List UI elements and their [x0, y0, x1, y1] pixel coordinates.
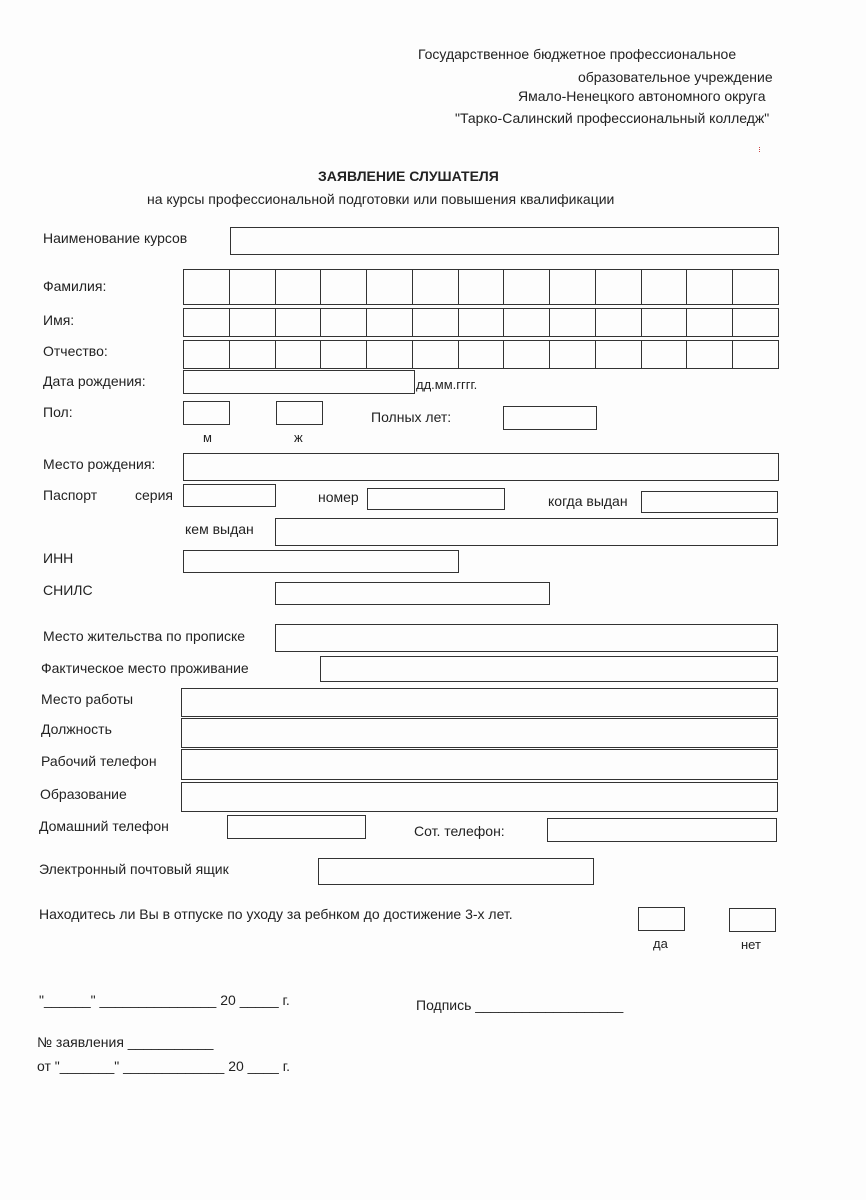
parental-leave-yes-label: да	[653, 936, 668, 951]
name-cells[interactable]	[183, 308, 779, 337]
patronymic-label: Отчество:	[43, 343, 108, 359]
parental-leave-no-checkbox[interactable]	[729, 908, 776, 932]
birth-date-field[interactable]	[183, 370, 415, 394]
sex-f-checkbox[interactable]	[276, 401, 323, 425]
org-line-2: образовательное учреждение	[578, 69, 773, 85]
work-phone-label: Рабочий телефон	[41, 753, 157, 769]
parental-leave-no-label: нет	[741, 937, 761, 952]
snils-field[interactable]	[275, 582, 550, 605]
mobile-phone-label: Сот. телефон:	[414, 823, 505, 839]
org-line-4: "Тарко-Салинский профессиональный колледж"	[455, 110, 770, 126]
surname-label: Фамилия:	[43, 278, 107, 294]
education-field[interactable]	[181, 782, 778, 812]
org-line-1: Государственное бюджетное профессиональное	[418, 46, 737, 62]
passport-issued-by-label: кем выдан	[185, 521, 254, 537]
passport-series-field[interactable]	[183, 484, 276, 507]
inn-field[interactable]	[183, 550, 459, 573]
sex-m-checkbox[interactable]	[183, 401, 230, 425]
signing-date-line[interactable]: "______" _______________ 20 _____ г.	[39, 992, 290, 1008]
email-field[interactable]	[318, 858, 594, 885]
registration-address-field[interactable]	[275, 624, 778, 652]
birth-date-hint: дд.мм.гггг.	[416, 377, 478, 392]
position-label: Должность	[41, 721, 112, 737]
passport-issued-when-label: когда выдан	[548, 493, 628, 509]
passport-series-label: серия	[135, 487, 173, 503]
education-label: Образование	[40, 786, 127, 802]
birth-date-label: Дата рождения:	[43, 373, 146, 389]
course-name-field[interactable]	[230, 227, 779, 255]
mobile-phone-field[interactable]	[547, 818, 777, 842]
application-date-line[interactable]: от "_______" _____________ 20 ____ г.	[37, 1058, 291, 1074]
document-subtitle: на курсы профессиональной подготовки или повышения квалификации	[147, 191, 615, 207]
full-years-label: Полных лет:	[371, 409, 452, 425]
full-years-field[interactable]	[503, 406, 597, 430]
sex-m-label: м	[203, 430, 212, 445]
parental-leave-question: Находитесь ли Вы в отпуске по уходу за ребнком до достижение 3-х лет.	[39, 906, 513, 922]
work-phone-field[interactable]	[181, 749, 778, 780]
red-mark-icon	[759, 147, 763, 152]
home-phone-label: Домашний телефон	[39, 818, 169, 834]
birth-place-label: Место рождения:	[43, 456, 156, 472]
patronymic-cells[interactable]	[183, 340, 779, 369]
document-title: ЗАЯВЛЕНИЕ СЛУШАТЕЛЯ	[318, 168, 499, 184]
org-line-3: Ямало-Ненецкого автономного округа	[518, 88, 766, 104]
passport-number-field[interactable]	[367, 488, 505, 510]
sex-f-label: ж	[294, 430, 303, 445]
passport-number-label: номер	[318, 489, 359, 505]
email-label: Электронный почтовый ящик	[39, 861, 229, 877]
home-phone-field[interactable]	[227, 815, 366, 839]
name-label: Имя:	[43, 312, 75, 328]
passport-label: Паспорт	[43, 487, 98, 503]
snils-label: СНИЛС	[43, 582, 93, 598]
passport-issued-when-field[interactable]	[641, 491, 778, 513]
position-field[interactable]	[181, 718, 778, 748]
registration-address-label: Место жительства по прописке	[43, 628, 246, 644]
surname-cells[interactable]	[183, 269, 779, 305]
birth-place-field[interactable]	[183, 453, 779, 481]
workplace-label: Место работы	[41, 691, 134, 707]
sex-label: Пол:	[43, 404, 73, 420]
actual-address-field[interactable]	[320, 656, 778, 682]
signature-line[interactable]: Подпись ___________________	[416, 997, 624, 1013]
application-number-line[interactable]: № заявления ___________	[37, 1034, 214, 1050]
parental-leave-yes-checkbox[interactable]	[638, 907, 685, 931]
workplace-field[interactable]	[181, 688, 778, 717]
course-name-label: Наименование курсов	[43, 230, 188, 246]
passport-issued-by-field[interactable]	[275, 518, 778, 546]
actual-address-label: Фактическое место проживание	[41, 660, 249, 676]
inn-label: ИНН	[43, 550, 74, 566]
